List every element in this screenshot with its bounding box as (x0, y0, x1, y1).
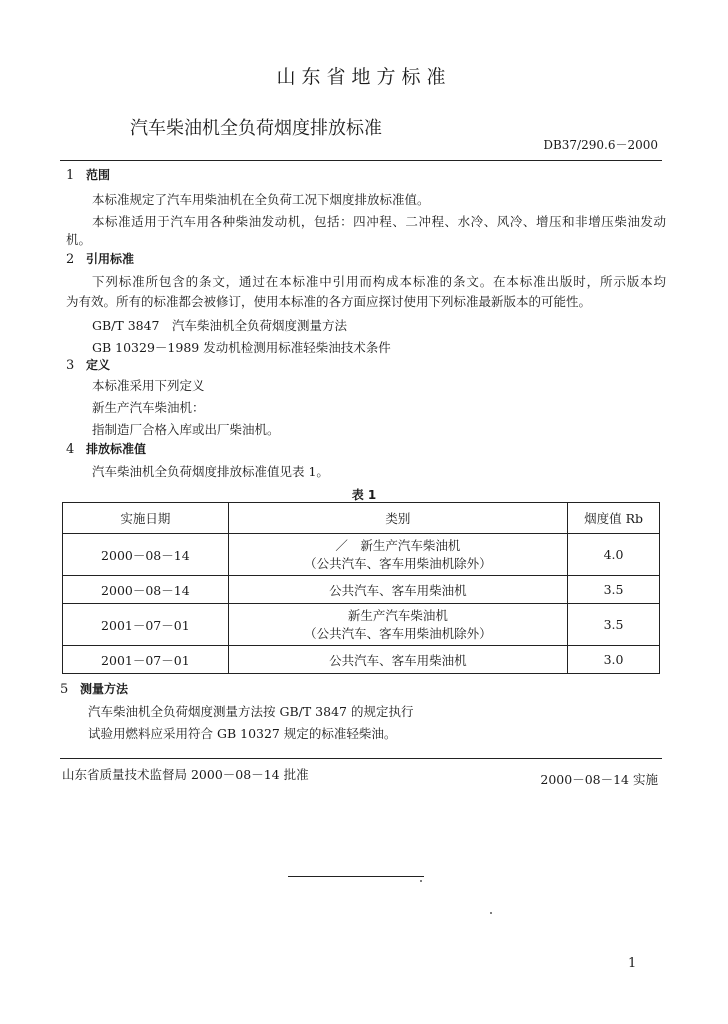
section-3-heading (66, 356, 110, 373)
implementation-date: 2000－08－14 实施 (540, 772, 658, 787)
section-title: 排放标准值 (86, 442, 147, 456)
paragraph-line: 试验用燃料应采用符合 GB 10327 规定的标准轻柴油。 (88, 726, 397, 741)
column-header-smoke-value: 烟度值 Rb (568, 503, 660, 534)
page-number: 1 (628, 956, 637, 971)
section-2-heading (66, 250, 134, 267)
section-number: 4 (66, 442, 75, 457)
date-cell: 2000－08－14 (63, 576, 229, 604)
authority-title: 山东省地方标准 (276, 66, 452, 88)
footer-divider (60, 758, 662, 759)
date-cell: 2001－07－01 (63, 604, 229, 646)
section-number: 1 (66, 168, 75, 183)
table-row (63, 646, 660, 674)
paragraph-line: 本标准规定了汽车用柴油机在全负荷工况下烟度排放标准值。 (92, 192, 430, 207)
section-title: 测量方法 (80, 682, 129, 696)
paragraph-line: 为有效。所有的标准都会被修订，使用本标准的各方面应探讨使用下列标准最新版本的可能性。 (66, 294, 592, 309)
emission-standard-table (62, 502, 660, 674)
category-line: 新生产汽车柴油机 (347, 607, 448, 623)
document-title: 汽车柴油机全负荷烟度排放标准 (130, 118, 382, 139)
section-1-heading (66, 166, 110, 183)
section-title: 范围 (86, 168, 111, 182)
standard-code: DB37/290.6－2000 (543, 138, 658, 152)
section-number: 3 (66, 358, 75, 373)
paragraph-line: 新生产汽车柴油机： (92, 400, 205, 415)
paragraph-line: 指制造厂合格入库或出厂柴油机。 (92, 422, 280, 437)
table-header-row (63, 503, 660, 534)
section-5-heading (60, 680, 128, 697)
date-cell: 2000－08－14 (63, 534, 229, 576)
table-row (63, 534, 660, 576)
section-title: 定义 (86, 358, 111, 372)
table-caption: 表 1 (351, 488, 377, 502)
section-number: 5 (60, 682, 69, 697)
paragraph-line: 本标准采用下列定义 (92, 378, 205, 393)
smoke-value-cell: 4.0 (568, 534, 660, 576)
smoke-value-cell: 3.0 (568, 646, 660, 674)
category-line: （公共汽车、客车用柴油机除外） (304, 555, 492, 571)
category-line: （公共汽车、客车用柴油机除外） (304, 625, 492, 641)
header-divider (60, 160, 662, 161)
paragraph-line: 汽车柴油机全负荷烟度测量方法按 GB/T 3847 的规定执行 (88, 704, 414, 719)
section-4-heading (66, 440, 146, 457)
date-cell: 2001－07－01 (63, 646, 229, 674)
smoke-value-cell: 3.5 (568, 576, 660, 604)
category-line: ／ 新生产汽车柴油机 (335, 537, 461, 553)
reference-item: GB 10329－1989 发动机检测用标准轻柴油技术条件 (92, 340, 391, 355)
table-row (63, 576, 660, 604)
end-rule (288, 876, 424, 877)
scan-speck (490, 912, 492, 914)
paragraph-line: 下列标准所包含的条文，通过在本标准中引用而构成本标准的条文。在本标准出版时，所示版本均 (92, 274, 666, 289)
paragraph-line: 本标准适用于汽车用各种柴油发动机，包括：四冲程、二冲程、水冷、风冷、增压和非增压柴油发动 (92, 214, 666, 229)
table-row (63, 604, 660, 646)
category-cell: 公共汽车、客车用柴油机 (228, 576, 567, 604)
section-title: 引用标准 (86, 252, 135, 266)
category-cell (228, 534, 567, 576)
scan-speck (420, 880, 422, 882)
reference-item: GB/T 3847 汽车柴油机全负荷烟度测量方法 (92, 318, 348, 333)
category-cell (228, 604, 567, 646)
paragraph-line: 机。 (66, 232, 92, 247)
column-header-category: 类别 (228, 503, 567, 534)
section-number: 2 (66, 252, 75, 267)
column-header-date: 实施日期 (63, 503, 229, 534)
approval-statement: 山东省质量技术监督局 2000－08－14 批准 (62, 767, 309, 782)
paragraph-line: 汽车柴油机全负荷烟度排放标准值见表 1。 (92, 464, 329, 479)
smoke-value-cell: 3.5 (568, 604, 660, 646)
category-cell: 公共汽车、客车用柴油机 (228, 646, 567, 674)
